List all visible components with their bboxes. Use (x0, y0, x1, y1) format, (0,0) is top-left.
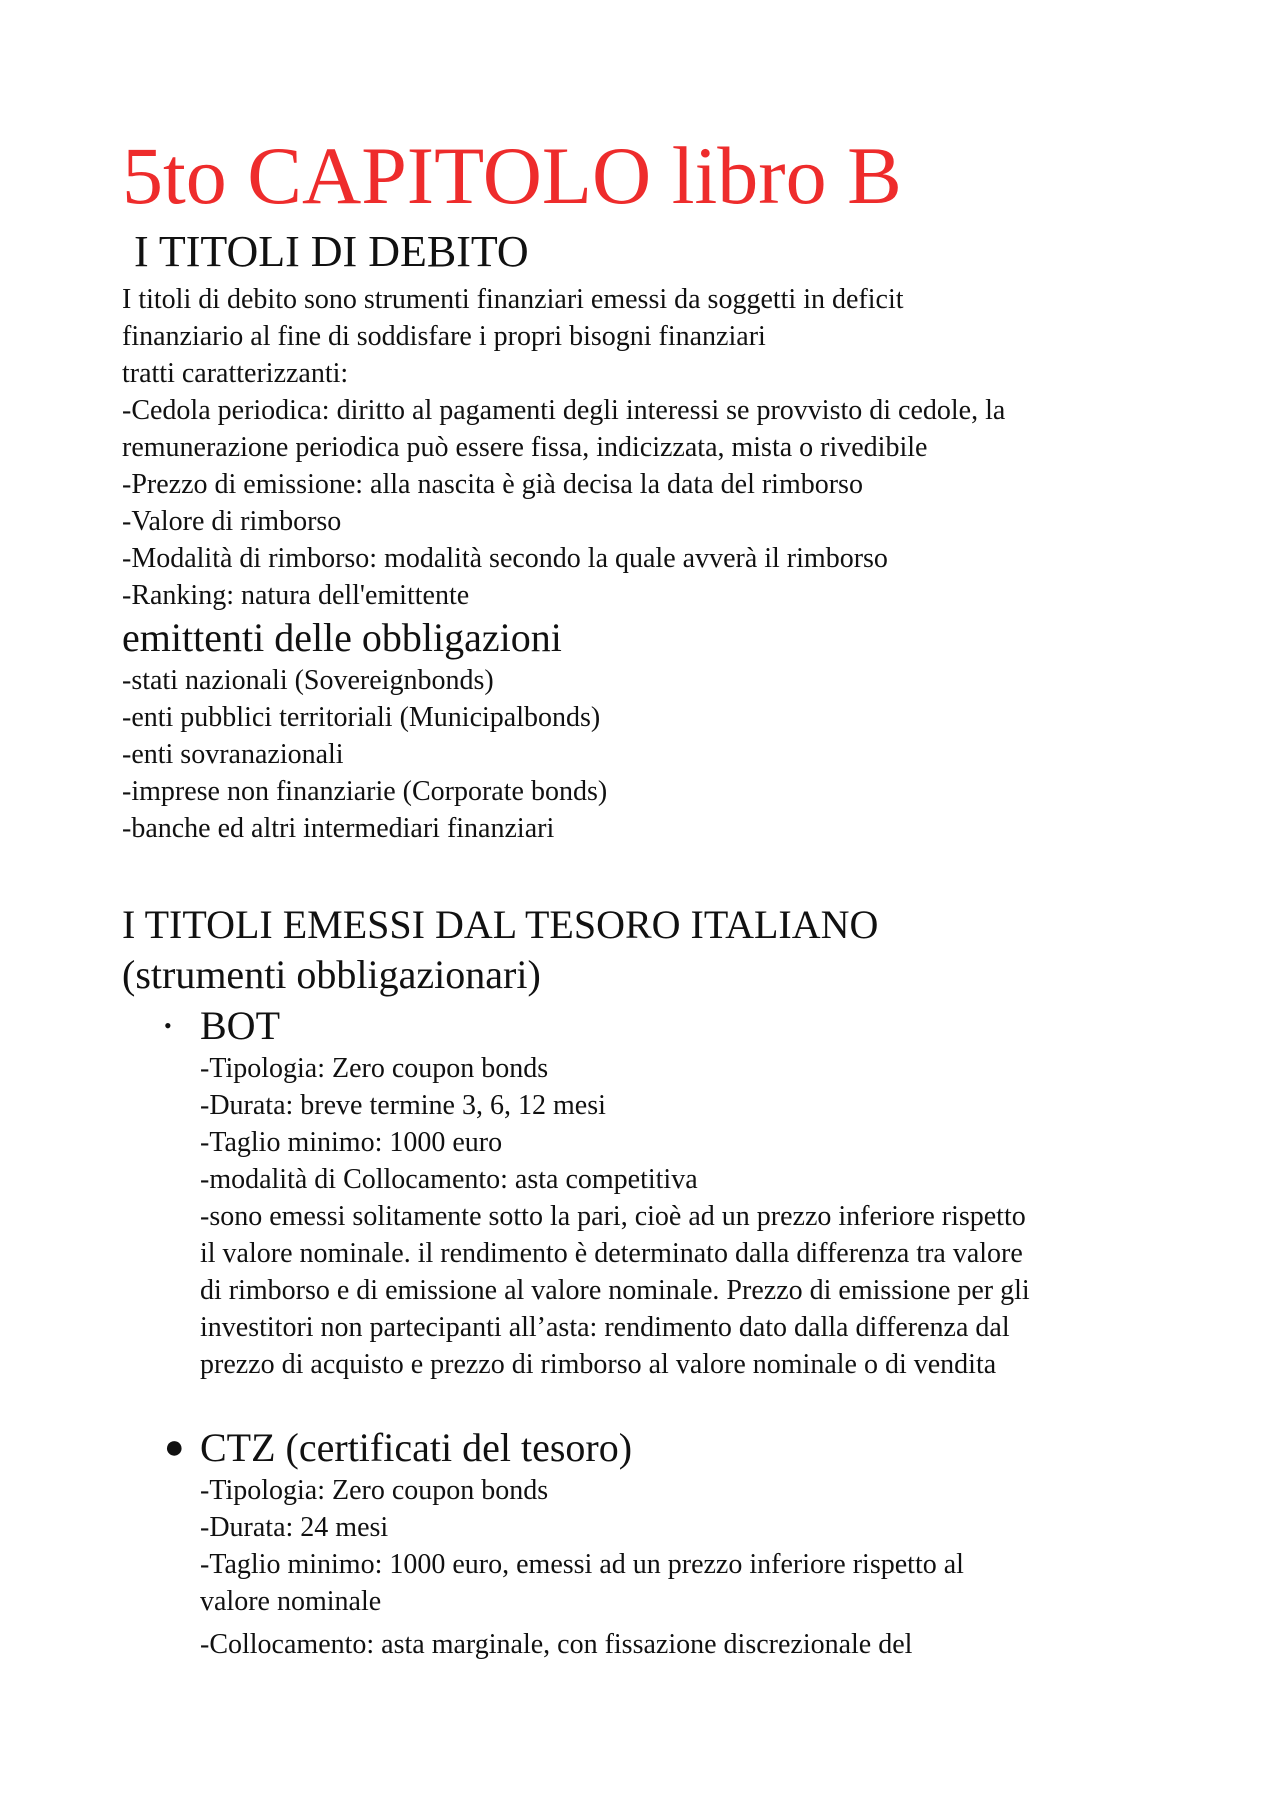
paragraph-line: -Valore di rimborso (122, 506, 342, 537)
paragraph-line: remunerazione periodica può essere fissa, indicizzata, mista o rivedibile (122, 432, 928, 463)
bullet-marker: ● (164, 1429, 185, 1466)
bullet-title: BOT (200, 1003, 280, 1048)
bullet-line: -Taglio minimo: 1000 euro (200, 1127, 503, 1158)
issuer-line: -banche ed altri intermediari finanziari (122, 813, 555, 844)
bullet-line: -modalità di Collocamento: asta competitiva (200, 1164, 698, 1195)
section-heading-titoli-di-debito: I TITOLI DI DEBITO (134, 227, 529, 276)
bullet-marker: • (164, 1013, 172, 1038)
issuer-line: -imprese non finanziarie (Corporate bonds) (122, 776, 608, 807)
bullet-line: -sono emessi solitamente sotto la pari, cioè ad un prezzo inferiore rispetto (200, 1201, 1026, 1232)
issuer-line: -enti sovranazionali (122, 739, 344, 770)
bullet-line: prezzo di acquisto e prezzo di rimborso al valore nominale o di vendita (200, 1349, 997, 1380)
paragraph-line: I titoli di debito sono strumenti finanziari emessi da soggetti in deficit (122, 284, 904, 315)
bullet-line: valore nominale (200, 1586, 382, 1617)
paragraph-line: -Cedola periodica: diritto al pagamenti degli interessi se provvisto di cedole, la (122, 395, 1006, 426)
paragraph-line: finanziario al fine di soddisfare i propri bisogni finanziari (122, 321, 766, 352)
bullet-line: investitori non partecipanti all’asta: rendimento dato dalla differenza dal (200, 1312, 1010, 1343)
bullet-line: -Tipologia: Zero coupon bonds (200, 1475, 549, 1506)
issuer-line: -enti pubblici territoriali (Municipalbonds) (122, 702, 601, 733)
bullet-line: di rimborso e di emissione al valore nominale. Prezzo di emissione per gli (200, 1275, 1030, 1306)
page-title: 5to CAPITOLO libro B (122, 130, 902, 221)
paragraph-line: tratti caratterizzanti: (122, 358, 349, 389)
paragraph-line: -Ranking: natura dell'emittente (122, 580, 470, 611)
section-heading-line: I TITOLI EMESSI DAL TESORO ITALIANO (122, 902, 879, 947)
bullet-line: -Tipologia: Zero coupon bonds (200, 1053, 549, 1084)
subheading-emittenti: emittenti delle obbligazioni (122, 615, 562, 660)
bullet-title: CTZ (certificati del tesoro) (200, 1425, 633, 1470)
section-heading-line: (strumenti obbligazionari) (122, 952, 541, 997)
section-heading-tesoro (122, 900, 878, 1000)
bullet-line: il valore nominale. il rendimento è determinato dalla differenza tra valore (200, 1238, 1023, 1269)
bullet-item-bot (164, 1002, 1200, 1383)
paragraph-line: -Modalità di rimborso: modalità secondo la quale avverà il rimborso (122, 543, 888, 574)
paragraph-line: -Prezzo di emissione: alla nascita è già decisa la data del rimborso (122, 469, 863, 500)
bullet-line: -Durata: breve termine 3, 6, 12 mesi (200, 1090, 606, 1121)
bullet-line: -Durata: 24 mesi (200, 1512, 389, 1543)
bullet-item-ctz (164, 1424, 1200, 1663)
section-body (122, 281, 1182, 847)
issuer-line: -stati nazionali (Sovereignbonds) (122, 665, 494, 696)
bullet-line: -Taglio minimo: 1000 euro, emessi ad un prezzo inferiore rispetto al (200, 1549, 964, 1580)
bullet-line: -Collocamento: asta marginale, con fissazione discrezionale del (200, 1629, 913, 1660)
